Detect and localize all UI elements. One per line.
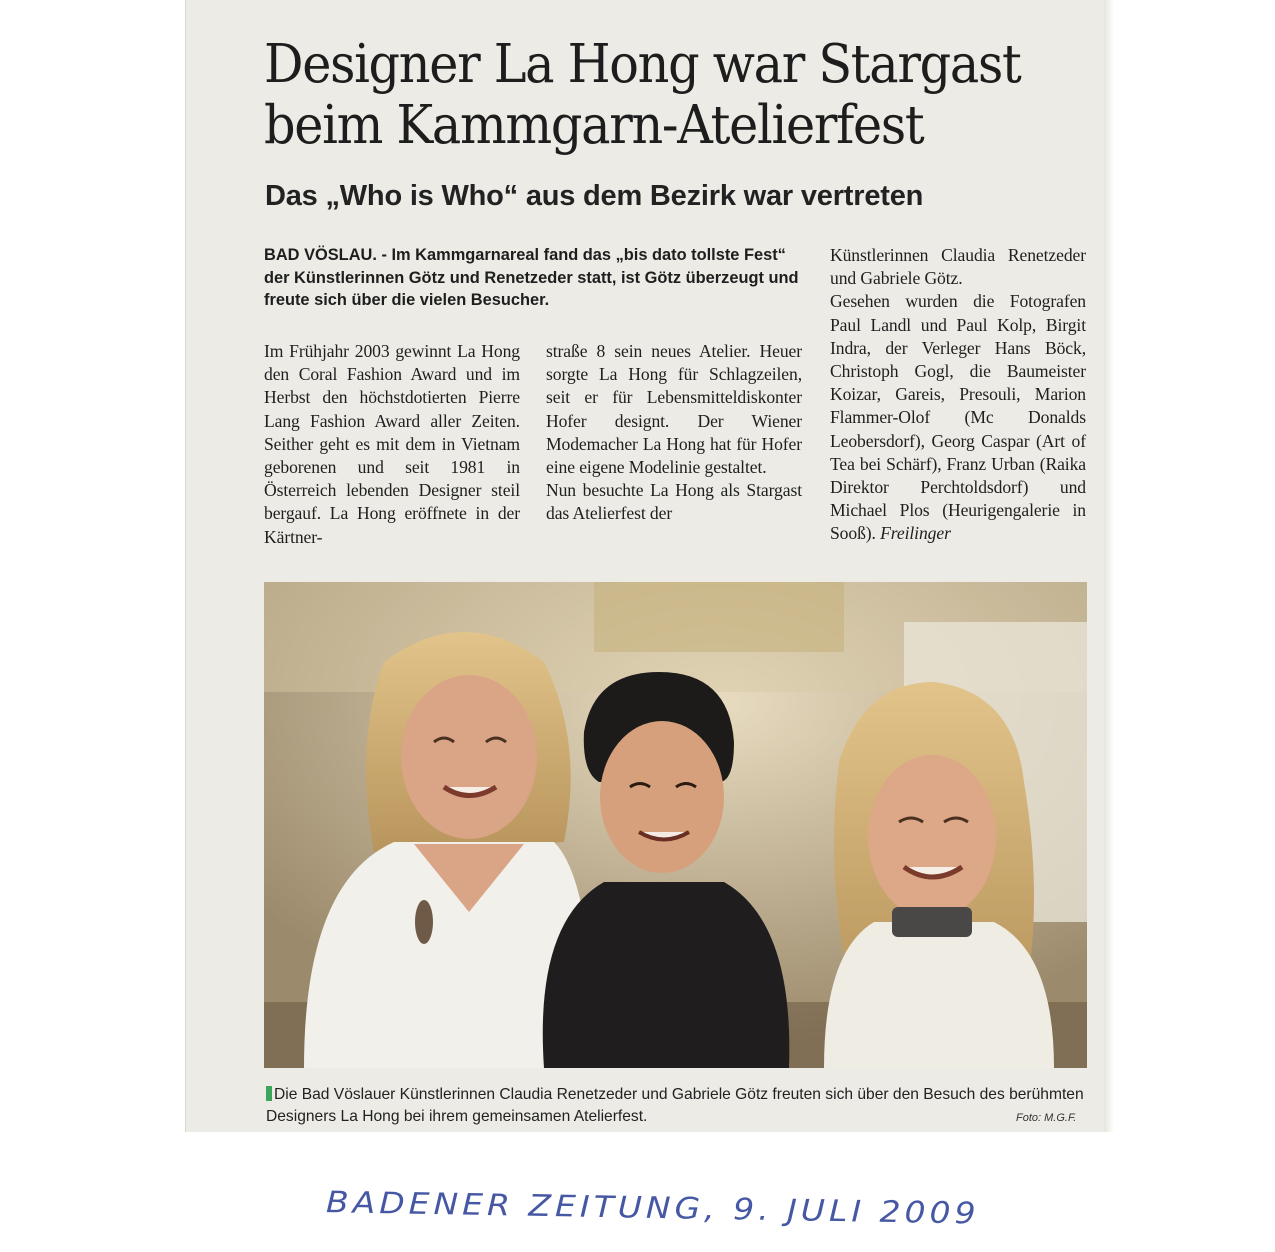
photo-caption <box>266 1084 1096 1128</box>
caption-text: Die Bad Vöslauer Künstlerinnen Claudia Renetzeder und Gabriele Götz freuten sich über den Besuch des berühmten Designers La Hong bei ihrem gemeinsamen Atelierfest. <box>266 1086 1084 1125</box>
headline-line-1: Designer La Hong war Stargast <box>264 34 1021 95</box>
article-author: Freilinger <box>880 523 951 544</box>
photo-credit: Foto: M.G.F. <box>1016 1112 1077 1124</box>
column-2-paragraph-1: straße 8 sein neues Atelier. Heuer sorgte La Hong für Schlagzeilen, seit er für Lebensmitteldiskonter Hofer designt. Der Wiener Modemacher La Hong hat für Hofer eine eigene Modelinie gestaltet. <box>546 341 802 478</box>
article-subheadline: Das „Who is Who“ aus dem Bezirk war vertreten <box>265 180 924 212</box>
column-1-text: Im Frühjahr 2003 gewinnt La Hong den Coral Fashion Award und im Herbst den höchstdotierten Pierre Lang Fashion Award aller Zeiten. Seither geht es mit dem in Vietnam geborenen und seit 1981 in Österreich lebenden Designer steil bergauf. La Hong eröffnete in der Kärtner- <box>264 341 520 547</box>
paper-edge <box>1104 0 1114 1132</box>
article-headline <box>264 34 1036 156</box>
photo-illustration <box>264 582 1087 1068</box>
column-3-paragraph-1: Künstlerinnen Claudia Renetzeder und Gabriele Götz. <box>830 245 1086 289</box>
article-column-3 <box>830 244 1086 546</box>
caption-marker <box>266 1086 272 1101</box>
article-column-2 <box>546 340 802 526</box>
column-3-paragraph-2 <box>830 290 1086 545</box>
column-3-text: Gesehen wurden die Fotografen Paul Landl und Paul Kolp, Birgit Indra, der Verleger Hans Böck, Christoph Gogl, die Baumeister Koizar, Gareis, Presouli, Marion Flammer-Olof (Mc Donalds Leobersdorf), Georg Caspar (Art of Tea bei Schärf), Franz Urban (Raika Direktor Perchtoldsdorf) und Michael Plos (Heurigengalerie in Sooß). <box>830 291 1086 544</box>
article-column-1 <box>264 340 520 549</box>
headline-line-2: beim Kammgarn-Atelierfest <box>264 95 924 156</box>
column-2-paragraph-2: Nun besuchte La Hong als Stargast das Atelierfest der <box>546 480 802 524</box>
article-photo <box>264 582 1087 1068</box>
handwritten-source-note: BADENER ZEITUNG, 9. JULI 2009 <box>325 1184 980 1231</box>
article-lead: BAD VÖSLAU. - Im Kammgarnareal fand das „bis dato tollste Fest“ der Künstlerinnen Götz und Renetzeder statt, ist Götz überzeugt und freute sich über die vielen Besucher. <box>264 246 799 309</box>
